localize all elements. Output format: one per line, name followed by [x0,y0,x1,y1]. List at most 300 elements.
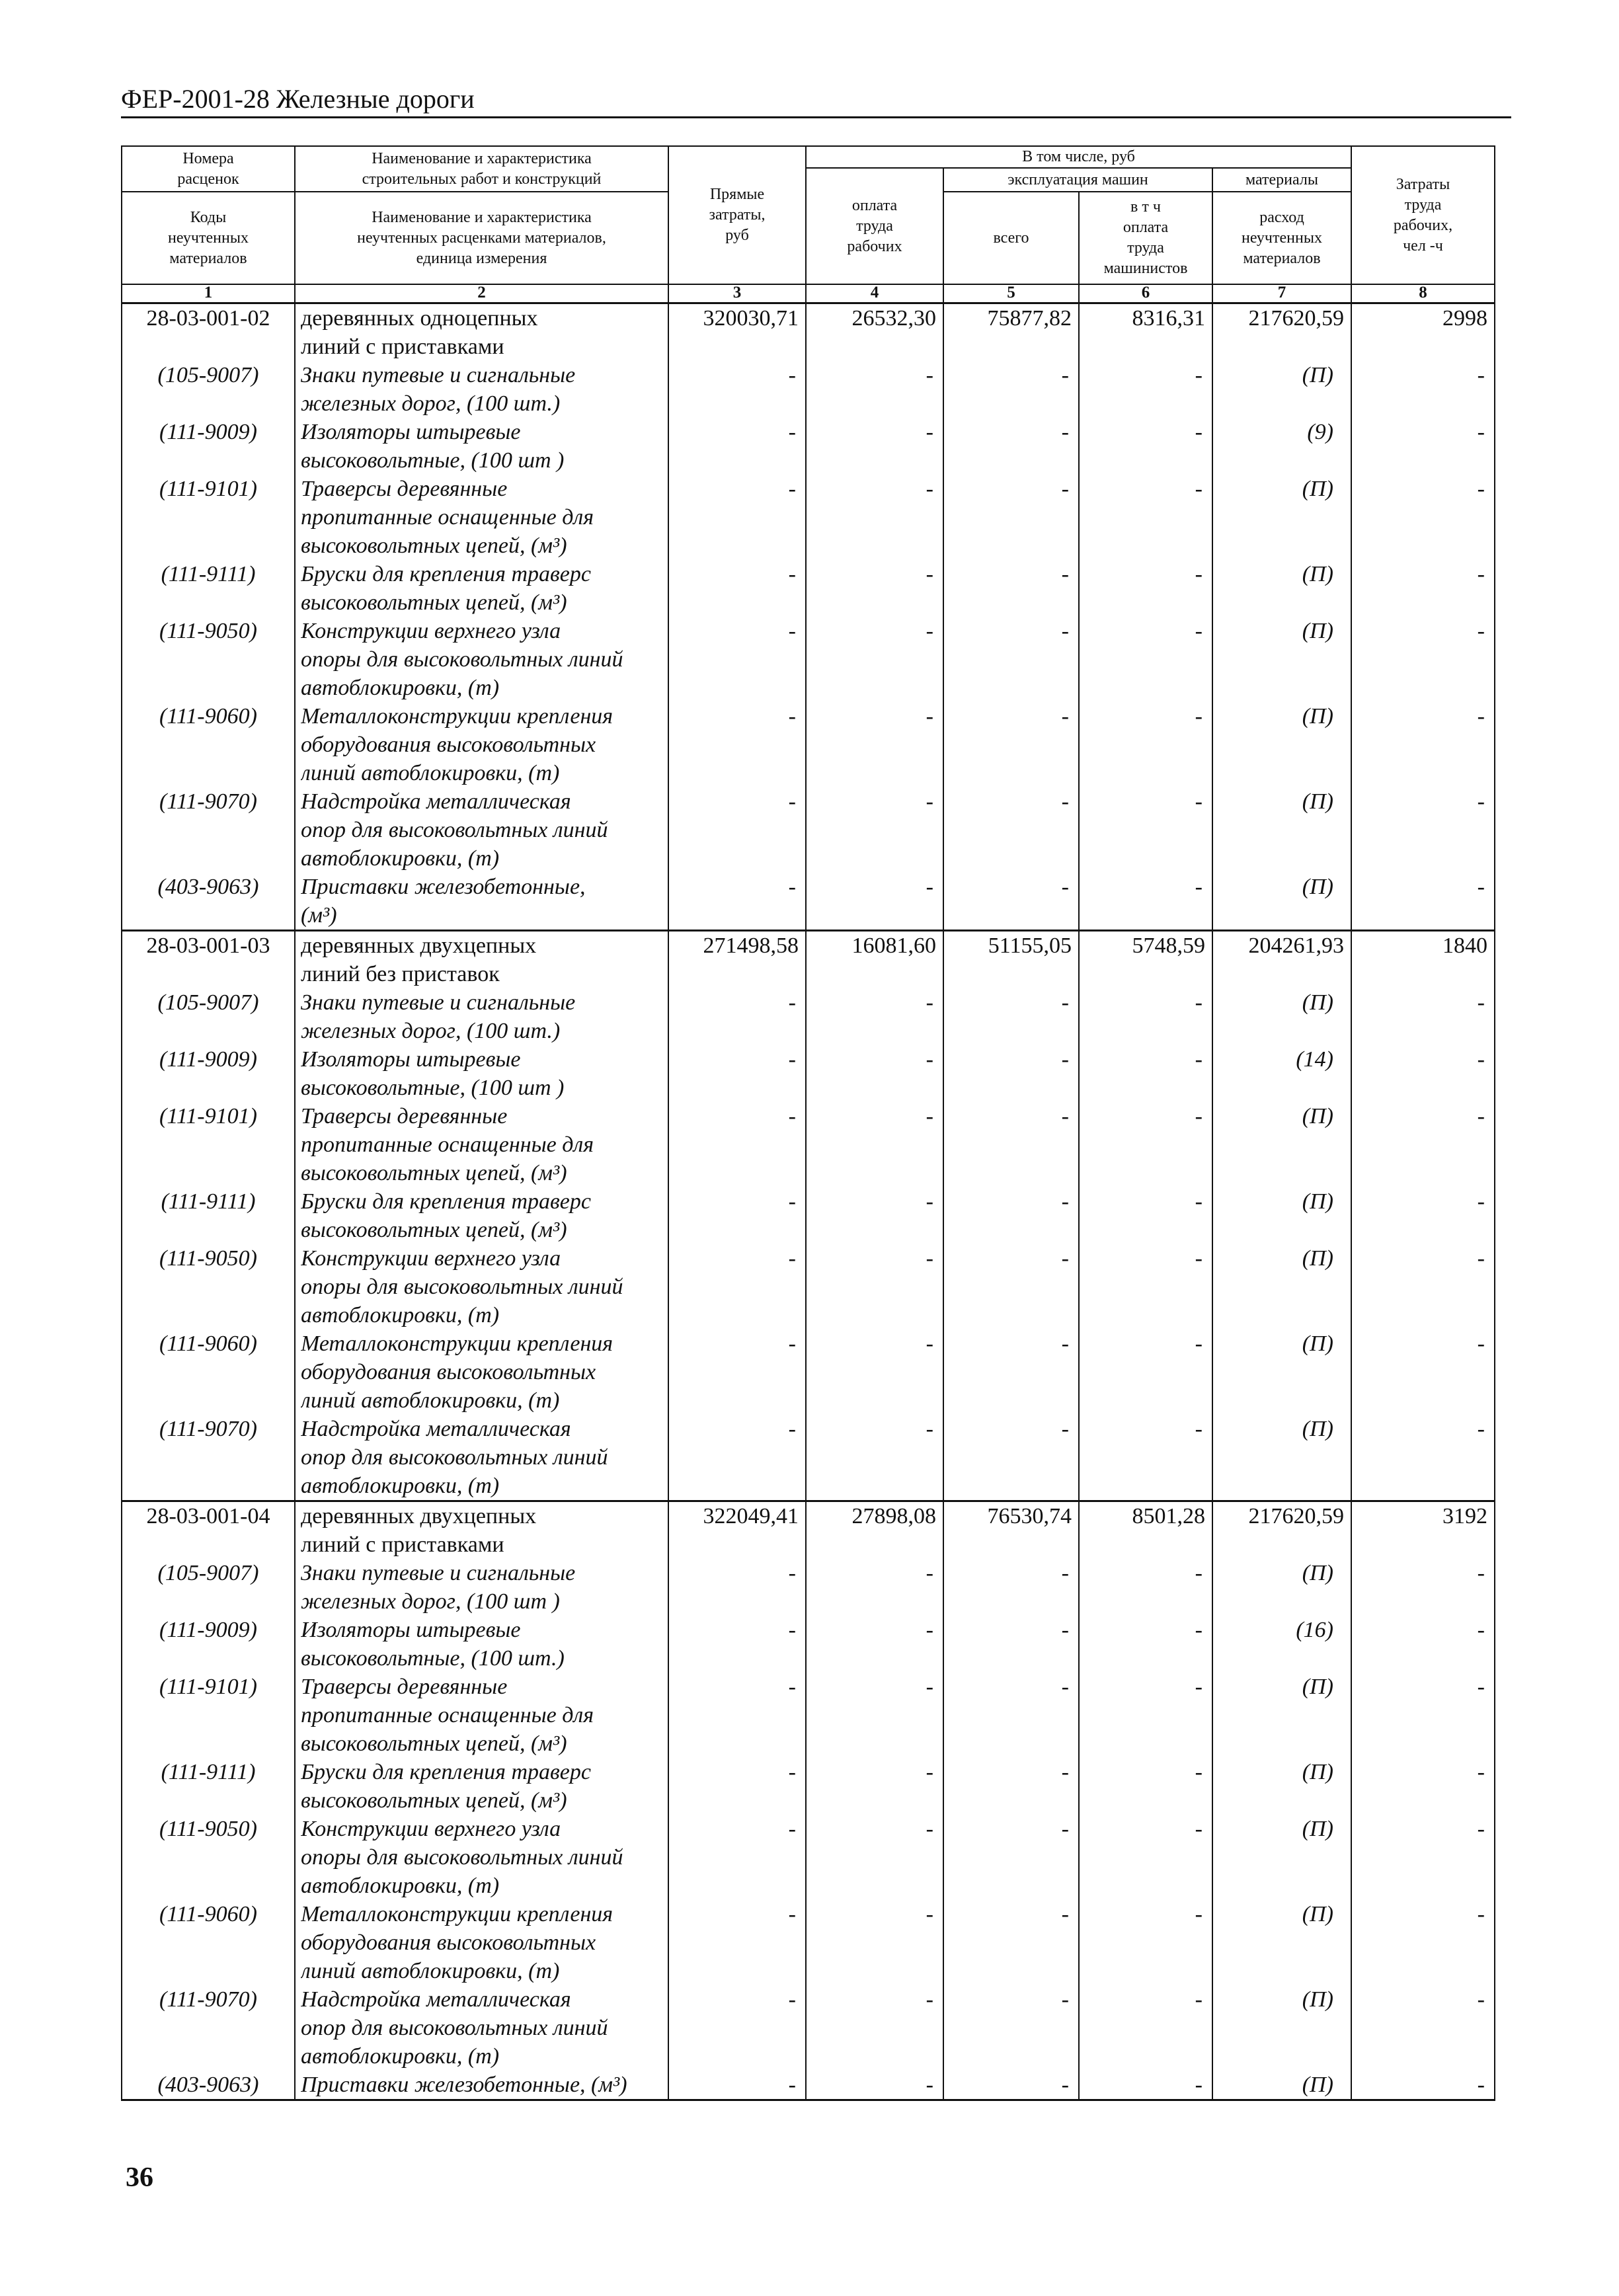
material-consumption [1212,787,1351,873]
dash: - [926,619,933,643]
header-line: оплата [851,196,898,214]
header-line: расценок [177,170,239,188]
material-code-text: (111-9060) [159,1331,257,1356]
col-material-name-header [295,192,668,284]
materials-cost [1212,931,1351,989]
direct-dash [668,787,806,873]
dash: - [926,875,933,899]
dash: - [1061,875,1069,899]
col-labor-header [1351,146,1495,284]
header-line: расход [1259,208,1304,226]
header-line: труда [856,217,893,235]
dash: - [926,1902,933,1926]
dash: - [1477,562,1485,586]
material-row [122,475,1495,560]
machines-dash [943,475,1079,560]
column-numbers-row [122,284,1495,303]
material-name-line: Конструкции верхнего узла [301,619,561,643]
pay-dash [806,1815,943,1900]
drivers-dash [1079,418,1212,475]
rate-name-line: линий с приставками [301,1532,504,1557]
header-line: Наименование и характеристика [372,208,592,226]
material-consumption-value: (П) [1302,619,1333,643]
col-mat-use-header [1212,192,1351,284]
materials-cost-value: 204261,93 [1248,933,1344,958]
material-name-line: железных дорог, (100 шт.) [301,1019,561,1043]
material-name-line: высоковольтных цепей, (м³) [301,1218,567,1242]
machines-dash [943,1559,1079,1616]
column-number: 8 [1351,284,1495,303]
drivers-pay-value: 8316,31 [1132,306,1205,331]
dash: - [1477,704,1485,729]
column-number: 4 [806,284,943,303]
rate-name [295,303,668,362]
dash: - [926,1618,933,1642]
dash: - [1477,990,1485,1015]
header-line: Затраты [1396,175,1450,193]
material-name [295,1102,668,1187]
material-name-line: (м³) [301,903,337,928]
machines-dash [943,1985,1079,2071]
material-row [122,1815,1495,1900]
material-name-line: опор для высоковольтных линий [301,2016,608,2040]
direct-dash [668,617,806,702]
pay-dash [806,1045,943,1102]
header-line: материалов [1243,249,1321,267]
material-consumption [1212,1187,1351,1244]
material-code [122,475,295,560]
header-line: неучтенных расценками материалов, [357,229,606,247]
dash: - [1061,1047,1069,1072]
dash: - [1195,562,1203,586]
material-consumption [1212,560,1351,617]
dash: - [1061,704,1069,729]
pay-workers [806,931,943,989]
dash: - [1061,1817,1069,1841]
material-code-text: (403-9063) [157,2073,259,2097]
direct-dash [668,1900,806,1985]
dash: - [1061,1987,1069,2012]
labor-dash [1351,1559,1495,1616]
rate-name-line: линий с приставками [301,335,504,359]
material-name-line: автоблокировки, (т) [301,846,500,871]
drivers-dash [1079,1329,1212,1415]
drivers-pay-value: 8501,28 [1132,1504,1205,1528]
labor-cost-value: 2998 [1442,306,1487,331]
dash: - [926,1561,933,1585]
labor-cost [1351,1501,1495,1560]
material-name [295,1559,668,1616]
drivers-dash [1079,617,1212,702]
material-consumption [1212,873,1351,931]
pay-dash [806,1187,943,1244]
dash: - [1195,1246,1203,1271]
material-consumption [1212,361,1351,418]
labor-dash [1351,702,1495,787]
material-code [122,1415,295,1501]
material-name [295,1673,668,1758]
drivers-dash [1079,560,1212,617]
machines-total [943,931,1079,989]
machines-total-value: 75877,82 [987,306,1072,331]
material-consumption [1212,702,1351,787]
material-consumption-value: (П) [1302,1417,1333,1441]
table-body [122,303,1495,2100]
column-number: 1 [122,284,295,303]
col-total-header: всего [943,192,1079,284]
material-consumption-value: (П) [1302,990,1333,1015]
material-code [122,1329,295,1415]
page-number: 36 [126,2162,153,2193]
material-consumption [1212,2071,1351,2100]
material-name [295,1758,668,1815]
header-line: руб [725,227,749,244]
column-number: 3 [668,284,806,303]
material-name-line: высоковольтных цепей, (м³) [301,1731,567,1756]
dash: - [788,1417,796,1441]
material-name-line: опор для высоковольтных линий [301,1445,608,1470]
material-consumption [1212,1244,1351,1329]
machines-dash [943,617,1079,702]
material-code-text: (105-9007) [157,990,259,1015]
drivers-dash [1079,1900,1212,1985]
labor-dash [1351,1900,1495,1985]
material-consumption-value: (П) [1302,2073,1333,2097]
dash: - [1195,1331,1203,1356]
machines-dash [943,1244,1079,1329]
dash: - [926,1104,933,1128]
dash: - [1195,1817,1203,1841]
drivers-dash [1079,702,1212,787]
direct-dash [668,560,806,617]
pay-dash [806,1244,943,1329]
dash: - [1477,789,1485,814]
material-row [122,1673,1495,1758]
dash: - [1061,619,1069,643]
dash: - [926,990,933,1015]
material-name-line: опоры для высоковольтных линий [301,1275,623,1299]
material-name-line: линий автоблокировки, (т) [301,1959,560,1983]
dash: - [1477,1104,1485,1128]
material-name [295,475,668,560]
pay-dash [806,1985,943,2071]
direct-dash [668,1673,806,1758]
material-row [122,1900,1495,1985]
dash: - [1061,990,1069,1015]
material-name-line: высоковольтных цепей, (м³) [301,1788,567,1813]
material-code [122,988,295,1045]
machines-dash [943,1045,1079,1102]
material-name-line: Металлоконструкции крепления [301,1902,613,1926]
dash: - [1061,1417,1069,1441]
dash: - [926,477,933,501]
material-name-line: Приставки железобетонные, (м³) [301,2073,627,2097]
material-code-text: (111-9060) [159,704,257,729]
machines-total-value: 76530,74 [987,1504,1072,1528]
column-number: 6 [1079,284,1212,303]
dash: - [926,1987,933,2012]
material-name-line: опор для высоковольтных линий [301,818,608,842]
direct-dash [668,1616,806,1673]
drivers-dash [1079,1985,1212,2071]
material-consumption-value: (П) [1302,562,1333,586]
material-name-line: железных дорог, (100 шт.) [301,391,561,416]
header-line: Наименование и характеристика [372,149,592,167]
material-name-line: Металлоконструкции крепления [301,704,613,729]
material-name-line: Металлоконструкции крепления [301,1331,613,1356]
header-line: труда [1127,239,1164,257]
material-code [122,702,295,787]
material-name [295,1616,668,1673]
dash: - [1477,477,1485,501]
dash: - [1195,704,1203,729]
material-name-line: линий автоблокировки, (т) [301,1388,560,1413]
material-row [122,418,1495,475]
material-code [122,418,295,475]
labor-dash [1351,1415,1495,1501]
material-code [122,2071,295,2100]
material-row [122,1187,1495,1244]
material-name [295,1900,668,1985]
dash: - [1061,1618,1069,1642]
dash: - [1195,2073,1203,2097]
machines-dash [943,2071,1079,2100]
machines-dash [943,873,1079,931]
material-consumption [1212,1985,1351,2071]
material-name [295,1244,668,1329]
dash: - [1195,1760,1203,1784]
dash: - [1477,1987,1485,2012]
material-code-text: (111-9111) [161,1189,256,1214]
dash: - [788,990,796,1015]
material-code-text: (111-9101) [159,1675,257,1699]
dash: - [1195,1675,1203,1699]
direct-costs [668,931,806,989]
material-name-line: высоковольтных цепей, (м³) [301,590,567,615]
labor-dash [1351,1616,1495,1673]
material-row [122,1244,1495,1329]
dash: - [788,1987,796,2012]
drivers-dash [1079,1045,1212,1102]
material-name-line: высоковольтные, (100 шт ) [301,448,565,473]
pay-dash [806,1900,943,1985]
direct-dash [668,1758,806,1815]
dash: - [788,619,796,643]
material-code-text: (111-9070) [159,1987,257,2012]
dash: - [926,789,933,814]
header-line: Коды [190,208,227,226]
rate-code-text: 28-03-001-04 [146,1504,270,1528]
material-name [295,787,668,873]
dash: - [926,2073,933,2097]
materials-cost [1212,1501,1351,1560]
dash: - [926,1817,933,1841]
pay-workers-value: 27898,08 [851,1504,936,1528]
machines-dash [943,1900,1079,1985]
material-row [122,787,1495,873]
drivers-pay-value: 5748,59 [1132,933,1205,958]
machines-dash [943,988,1079,1045]
rate-code [122,931,295,989]
material-row [122,560,1495,617]
direct-dash [668,2071,806,2100]
dash: - [1477,1561,1485,1585]
machines-dash [943,1815,1079,1900]
dash: - [1061,477,1069,501]
material-consumption-value: (16) [1296,1618,1333,1642]
dash: - [788,363,796,387]
drivers-dash [1079,1758,1212,1815]
material-row [122,1985,1495,2071]
material-name-line: Траверсы деревянные [301,1675,508,1699]
dash: - [1477,1189,1485,1214]
material-code-text: (111-9101) [159,1104,257,1128]
material-consumption-value: (П) [1302,1675,1333,1699]
material-name-line: Бруски для крепления траверс [301,562,591,586]
labor-dash [1351,1815,1495,1900]
dash: - [788,875,796,899]
dash: - [1195,875,1203,899]
machines-dash [943,1187,1079,1244]
material-consumption [1212,988,1351,1045]
column-number: 2 [295,284,668,303]
dash: - [1061,1760,1069,1784]
direct-dash [668,1187,806,1244]
material-code [122,1616,295,1673]
dash: - [1195,1104,1203,1128]
material-name-line: Конструкции верхнего узла [301,1817,561,1841]
header-line: Номера [182,149,234,167]
pay-workers-value: 16081,60 [851,933,936,958]
labor-dash [1351,787,1495,873]
material-code-text: (105-9007) [157,363,259,387]
material-code-text: (111-9009) [159,420,257,444]
material-consumption [1212,1102,1351,1187]
material-code-text: (111-9070) [159,789,257,814]
material-consumption [1212,1045,1351,1102]
drivers-dash [1079,475,1212,560]
header-line: неучтенных [1242,229,1322,247]
dash: - [926,1331,933,1356]
dash: - [1477,363,1485,387]
material-name [295,617,668,702]
rate-code [122,303,295,362]
material-row [122,1045,1495,1102]
pay-dash [806,1415,943,1501]
rate-name-line: линий без приставок [301,962,500,986]
labor-cost-value: 1840 [1442,933,1487,958]
material-code [122,873,295,931]
material-code-text: (111-9050) [159,1817,257,1841]
machines-dash [943,1102,1079,1187]
material-consumption-value: (П) [1302,1902,1333,1926]
dash: - [1195,1417,1203,1441]
drivers-dash [1079,361,1212,418]
dash: - [1061,1104,1069,1128]
pay-dash [806,560,943,617]
material-row [122,617,1495,702]
machines-dash [943,418,1079,475]
dash: - [788,1246,796,1271]
drivers-dash [1079,1559,1212,1616]
dash: - [926,704,933,729]
labor-dash [1351,1673,1495,1758]
drivers-dash [1079,1673,1212,1758]
header-line: рабочих, [1393,216,1453,234]
dash: - [1195,477,1203,501]
material-name-line: Надстройка металлическая [301,1417,571,1441]
material-code [122,1244,295,1329]
pay-dash [806,1559,943,1616]
material-consumption [1212,1616,1351,1673]
dash: - [926,363,933,387]
dash: - [1061,420,1069,444]
direct-dash [668,1102,806,1187]
material-code-text: (111-9050) [159,1246,257,1271]
rate-name [295,931,668,989]
material-name [295,873,668,931]
rate-name-line: деревянных двухцепных [301,1504,537,1528]
material-code-text: (111-9111) [161,1760,256,1784]
direct-dash [668,702,806,787]
material-code [122,1815,295,1900]
labor-cost [1351,931,1495,989]
material-name-line: высоковольтных цепей, (м³) [301,1161,567,1185]
material-consumption-value: (П) [1302,1331,1333,1356]
material-name [295,361,668,418]
direct-dash [668,988,806,1045]
direct-costs-value: 271498,58 [703,933,799,958]
drivers-dash [1079,1244,1212,1329]
labor-dash [1351,418,1495,475]
material-consumption-value: (П) [1302,1561,1333,1585]
drivers-dash [1079,787,1212,873]
material-name [295,702,668,787]
dash: - [1195,420,1203,444]
dash: - [1195,1189,1203,1214]
dash: - [926,1675,933,1699]
machines-dash [943,361,1079,418]
col-pay-header [806,168,943,284]
drivers-dash [1079,1815,1212,1900]
material-name-line: пропитанные оснащенные для [301,1703,594,1727]
header-line: оплата [1123,219,1169,236]
rate-row [122,931,1495,989]
material-name [295,560,668,617]
material-code [122,1045,295,1102]
material-row [122,1559,1495,1616]
material-name-line: Изоляторы штыревые [301,1618,521,1642]
group-header-including: В том числе, руб [806,146,1351,168]
material-code-text: (111-9070) [159,1417,257,1441]
direct-costs-value: 320030,71 [703,306,799,331]
dash: - [788,704,796,729]
material-name [295,1187,668,1244]
drivers-dash [1079,1415,1212,1501]
document-title: ФЕР-2001-28 Железные дороги [121,84,475,114]
material-consumption-value: (П) [1302,1104,1333,1128]
dash: - [788,1047,796,1072]
material-name-line: автоблокировки, (т) [301,1303,500,1327]
dash: - [788,562,796,586]
material-name [295,1415,668,1501]
header-line: неучтенных [168,229,249,247]
drivers-dash [1079,1187,1212,1244]
material-row [122,1758,1495,1815]
pay-dash [806,2071,943,2100]
material-code [122,1985,295,2071]
header-line: материалов [169,249,247,267]
